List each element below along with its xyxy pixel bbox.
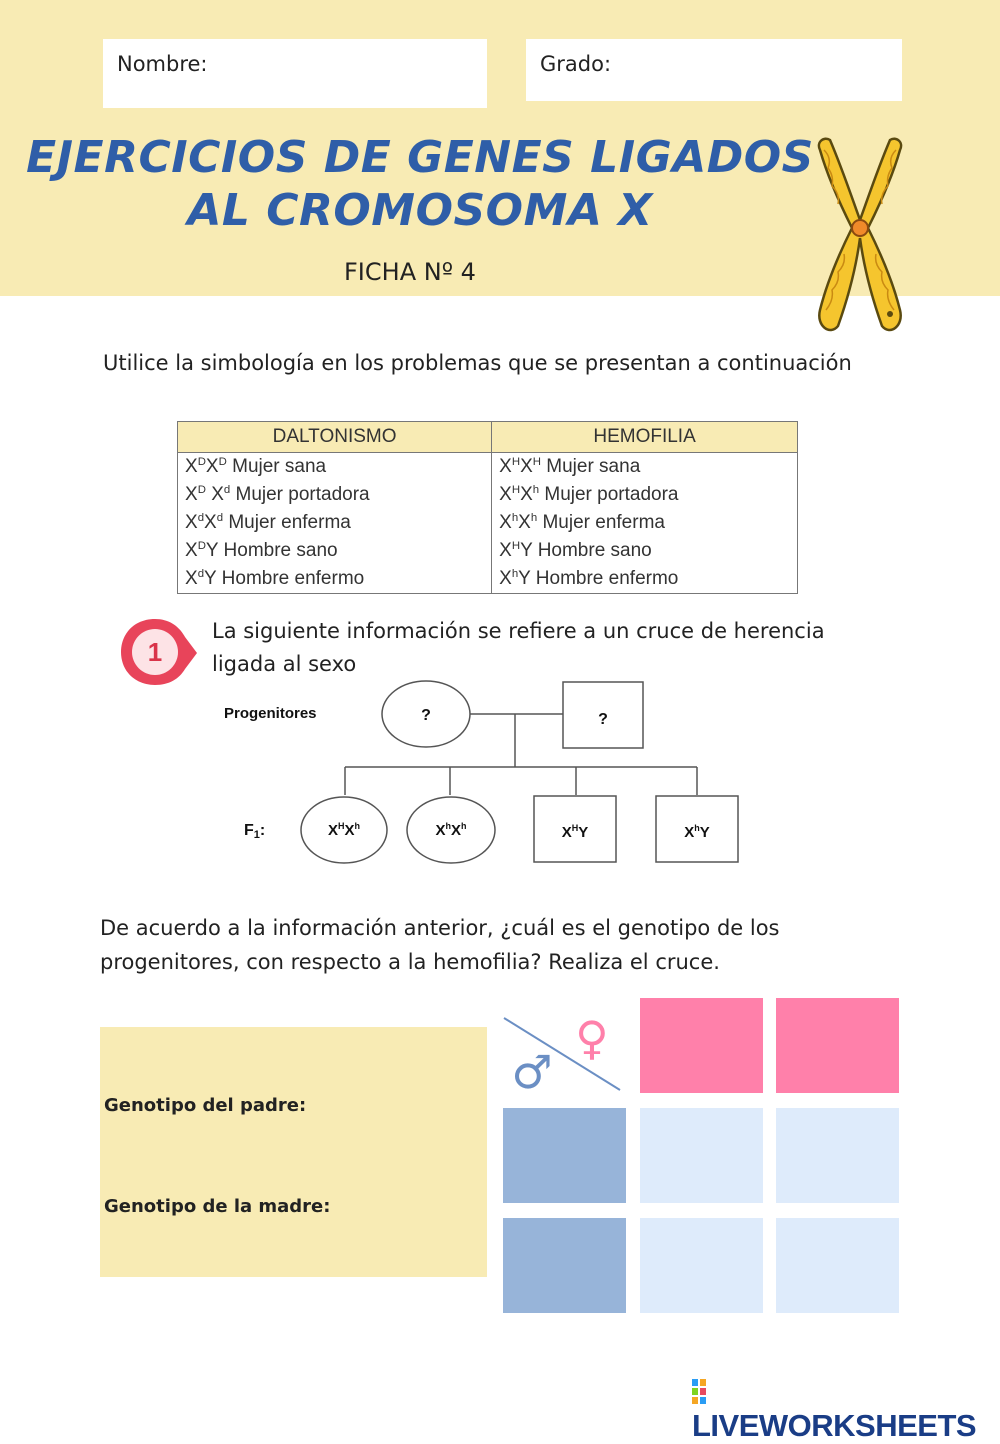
symbology-table (177, 421, 798, 594)
padre-genotype-label: Genotipo del padre: (104, 1095, 307, 1116)
dalt-cell: $X^dX^d$ Mujer enferma (178, 509, 492, 537)
parents-label: Progenitores (224, 705, 317, 722)
punnett-cell-2-1[interactable] (640, 1218, 763, 1313)
offspring-female-1-genotype: $X^HX^h$ (327, 821, 361, 839)
nombre-field[interactable] (103, 39, 487, 108)
table-row (178, 453, 798, 482)
father-genotype: ? (598, 711, 608, 728)
hemo-cell: $X^HY$ Hombre sano (492, 537, 798, 565)
hemo-cell: $X^hX^h$ Mujer enferma (492, 509, 798, 537)
mother-genotype: ? (421, 707, 431, 724)
title-line-1: EJERCICIOS DE GENES LIGADOS (26, 132, 814, 183)
punnett-male-allele-1[interactable] (503, 1108, 626, 1203)
title-line-2: AL CROMOSOMA X (187, 185, 653, 236)
pedigree-diagram (216, 675, 756, 871)
punnett-cell-2-2[interactable] (776, 1218, 899, 1313)
table-row (178, 509, 798, 537)
grado-label: Grado: (540, 52, 612, 76)
hemo-cell: $X^hY$ Hombre enfermo (492, 565, 798, 594)
punnett-corner (502, 1012, 626, 1094)
table-row (178, 565, 798, 594)
table-row (178, 537, 798, 565)
liveworksheets-brand (692, 1372, 1000, 1444)
chromosome-icon (812, 128, 912, 340)
punnett-male-allele-2[interactable] (503, 1218, 626, 1313)
header-daltonismo: DALTONISMO (178, 422, 492, 453)
dalt-cell: $X^DX^D$ Mujer sana (178, 453, 492, 482)
f1-label: F1: (244, 822, 266, 841)
question-1-text: La siguiente información se refiere a un cruce de herencia ligada al sexo (212, 619, 825, 676)
grado-field[interactable] (526, 39, 902, 101)
answer-box[interactable] (100, 1027, 487, 1277)
dalt-cell: $X^D$ $X^d$ Mujer portadora (178, 481, 492, 509)
table-row (178, 481, 798, 509)
nombre-label: Nombre: (117, 52, 208, 76)
offspring-male-1-genotype: $X^HY$ (561, 823, 589, 841)
liveworksheets-logo-icon (692, 1379, 714, 1405)
punnett-female-allele-1[interactable] (640, 998, 763, 1093)
dalt-cell: $X^DY$ Hombre sano (178, 537, 492, 565)
offspring-male-2-genotype: $X^hY$ (684, 823, 710, 841)
header-hemofilia: HEMOFILIA (492, 422, 798, 453)
offspring-female-2-genotype: $X^hX^h$ (435, 821, 467, 839)
female-symbol: ♀ (575, 1012, 609, 1065)
madre-genotype-label: Genotipo de la madre: (104, 1196, 331, 1217)
question-number: 1 (147, 637, 163, 667)
punnett-cell-1-1[interactable] (640, 1108, 763, 1203)
hemo-cell: $X^HX^h$ Mujer portadora (492, 481, 798, 509)
question-number-badge (119, 617, 199, 689)
brand-text: LIVEWORKSHEETS (692, 1408, 977, 1443)
question-2-text: De acuerdo a la información anterior, ¿cuál es el genotipo de los progenitores, con respecto a la hemofilia? Realiza el cruce. (100, 916, 780, 974)
punnett-cell-1-2[interactable] (776, 1108, 899, 1203)
intro-text: Utilice la simbología en los problemas que se presentan a continuación (103, 351, 852, 375)
hemo-cell: $X^HX^H$ Mujer sana (492, 453, 798, 482)
punnett-female-allele-2[interactable] (776, 998, 899, 1093)
ficha-number: FICHA Nº 4 (344, 258, 476, 286)
male-symbol: ♂ (511, 1045, 553, 1094)
dalt-cell: $X^dY$ Hombre enfermo (178, 565, 492, 594)
